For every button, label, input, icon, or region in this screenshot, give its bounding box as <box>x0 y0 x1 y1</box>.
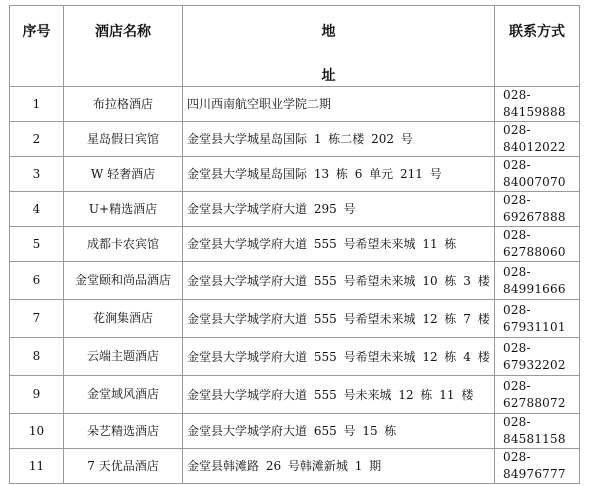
row-no: 5 <box>10 227 64 262</box>
row-phone: 028-84991666 <box>495 262 580 300</box>
row-address: 金堂县大学城学府大道 555 号未来城 12 栋 11 楼 <box>183 376 495 414</box>
row-no: 10 <box>10 414 64 449</box>
hotel-table <box>9 5 580 484</box>
row-phone: 028-84159888 <box>495 87 580 122</box>
header-address-label-line1: 地 <box>321 24 336 40</box>
row-hotel-name: 成都卡农宾馆 <box>64 227 183 262</box>
row-hotel-name: 朵艺精选酒店 <box>64 414 183 449</box>
row-no: 2 <box>10 122 64 157</box>
header-address <box>183 6 495 87</box>
row-phone: 028-69267888 <box>495 192 580 227</box>
row-address: 金堂县大学城学府大道 555 号希望未来城 12 栋 4 楼 <box>183 338 495 376</box>
row-address: 金堂县大学城学府大道 295 号 <box>183 192 495 227</box>
header-name-label: 酒店名称 <box>95 24 151 40</box>
table-row <box>10 338 580 376</box>
row-address: 金堂县大学城星岛国际 13 栋 6 单元 211 号 <box>183 157 495 192</box>
row-phone: 028-67932202 <box>495 338 580 376</box>
row-address: 金堂县大学城学府大道 555 号希望未来城 12 栋 7 楼 <box>183 300 495 338</box>
row-address: 金堂县大学城学府大道 555 号希望未来城 10 栋 3 楼 <box>183 262 495 300</box>
header-contact <box>495 6 580 87</box>
table-row <box>10 414 580 449</box>
row-address: 金堂县大学城学府大道 655 号 15 栋 <box>183 414 495 449</box>
table-header-row <box>10 6 580 87</box>
row-phone: 028-84581158 <box>495 414 580 449</box>
row-address: 四川西南航空职业学院二期 <box>183 87 495 122</box>
row-hotel-name: 星岛假日宾馆 <box>64 122 183 157</box>
row-phone: 028-67931101 <box>495 300 580 338</box>
row-hotel-name: 云端主题酒店 <box>64 338 183 376</box>
row-hotel-name: 布拉格酒店 <box>64 87 183 122</box>
row-phone: 028-84007070 <box>495 157 580 192</box>
table-row <box>10 300 580 338</box>
header-address-label-line2: 址 <box>321 68 336 84</box>
table-row <box>10 157 580 192</box>
row-hotel-name: 金堂颐和尚品酒店 <box>64 262 183 300</box>
row-no: 7 <box>10 300 64 338</box>
row-no: 6 <box>10 262 64 300</box>
row-no: 11 <box>10 449 64 484</box>
table-row <box>10 262 580 300</box>
row-hotel-name: 7 天优品酒店 <box>64 449 183 484</box>
row-hotel-name: 花涧集酒店 <box>64 300 183 338</box>
table-row <box>10 449 580 484</box>
row-no: 1 <box>10 87 64 122</box>
header-no <box>10 6 64 87</box>
row-hotel-name: U+精选酒店 <box>64 192 183 227</box>
table-row <box>10 192 580 227</box>
row-phone: 028-62788060 <box>495 227 580 262</box>
row-no: 3 <box>10 157 64 192</box>
table-row <box>10 122 580 157</box>
header-no-label: 序号 <box>22 24 51 40</box>
row-hotel-name: W 轻奢酒店 <box>64 157 183 192</box>
row-address: 金堂县大学城学府大道 555 号希望未来城 11 栋 <box>183 227 495 262</box>
row-phone: 028-84976777 <box>495 449 580 484</box>
table-row <box>10 227 580 262</box>
table-row <box>10 87 580 122</box>
row-no: 9 <box>10 376 64 414</box>
row-phone: 028-84012022 <box>495 122 580 157</box>
row-address: 金堂县韩滩路 26 号韩滩新城 1 期 <box>183 449 495 484</box>
row-no: 8 <box>10 338 64 376</box>
row-no: 4 <box>10 192 64 227</box>
row-hotel-name: 金堂域风酒店 <box>64 376 183 414</box>
row-phone: 028-62788072 <box>495 376 580 414</box>
row-address: 金堂县大学城星岛国际 1 栋二楼 202 号 <box>183 122 495 157</box>
header-contact-label: 联系方式 <box>509 24 565 40</box>
table-row <box>10 376 580 414</box>
